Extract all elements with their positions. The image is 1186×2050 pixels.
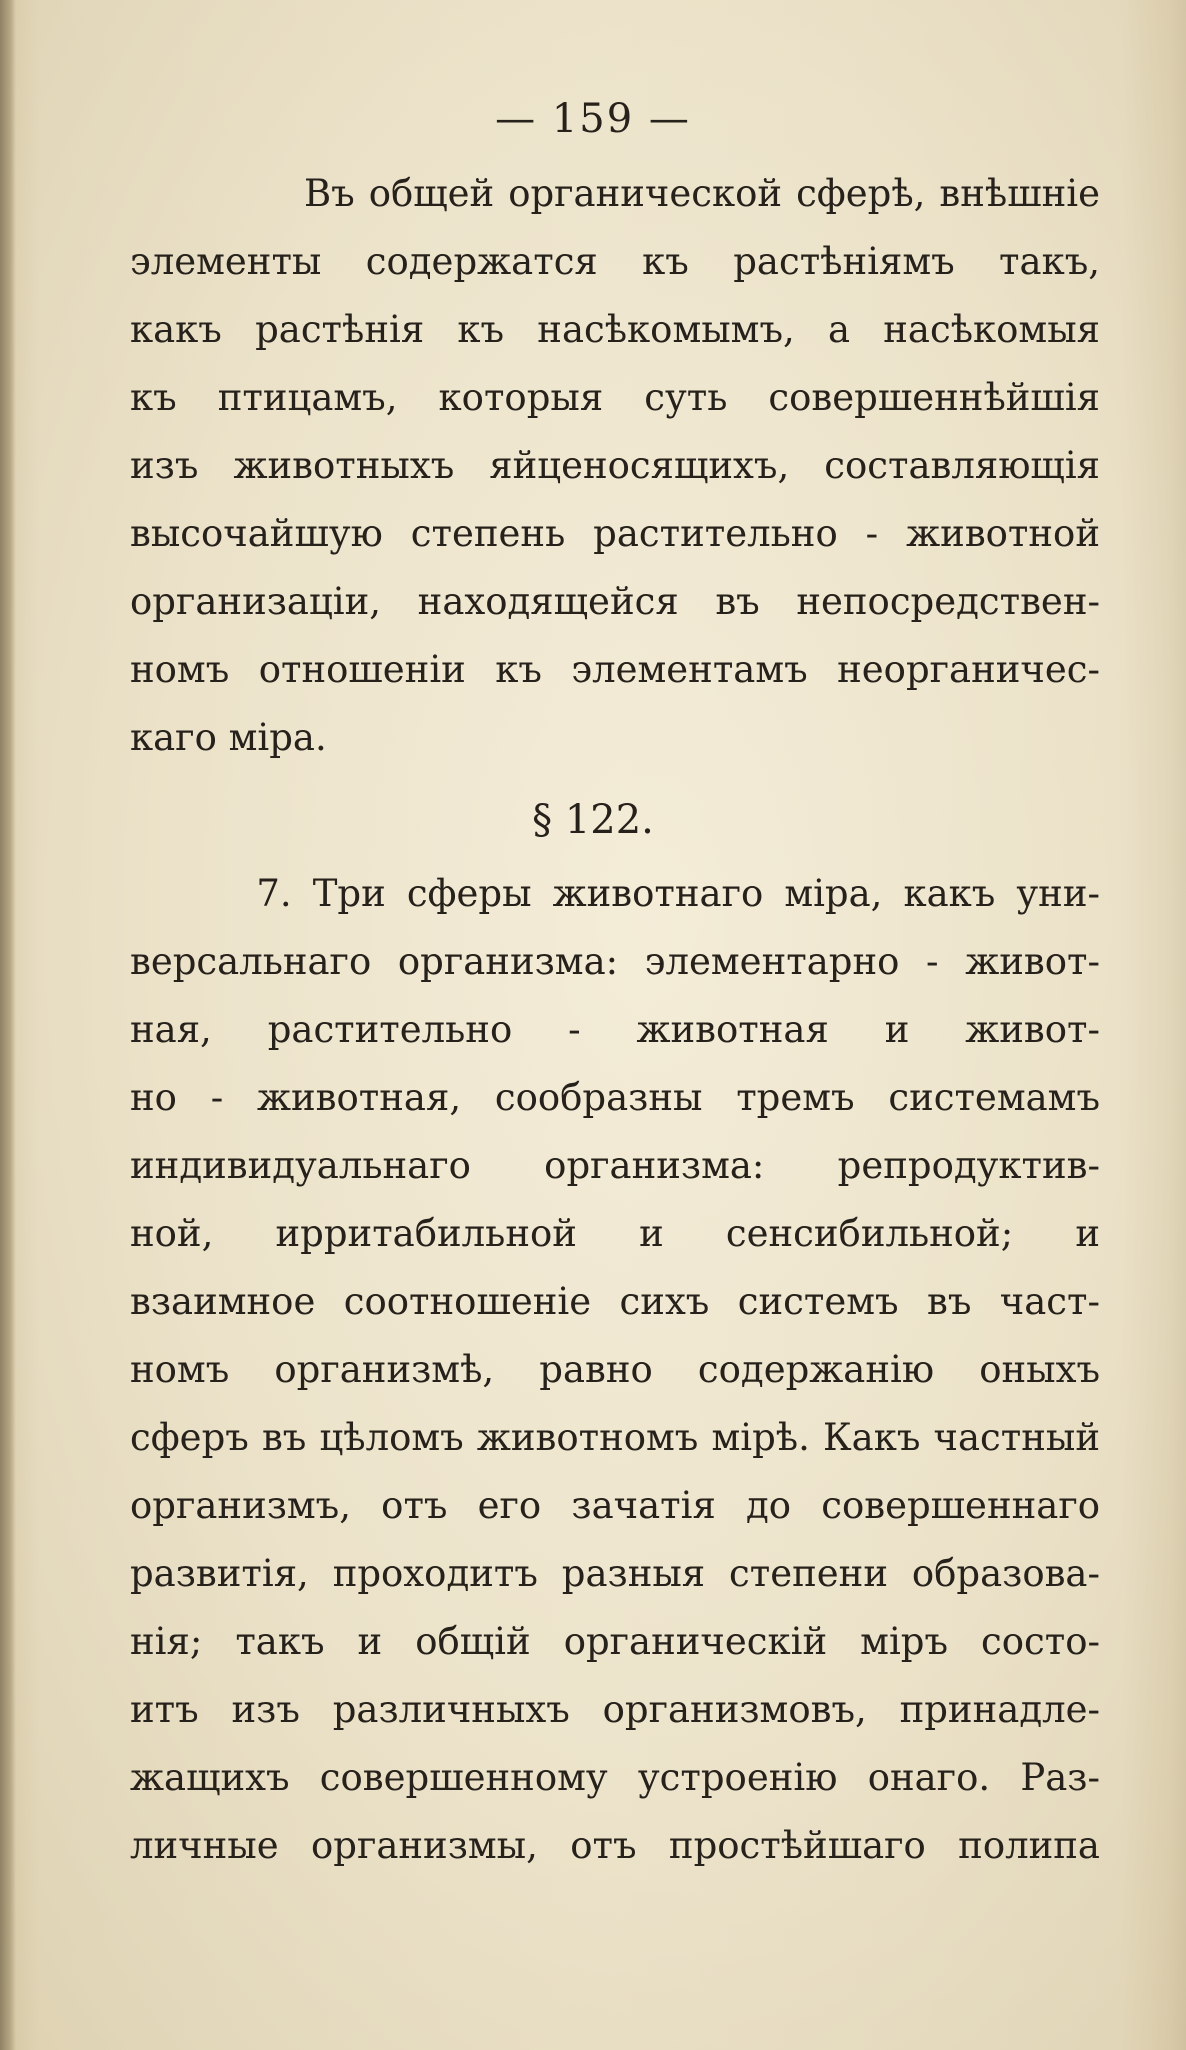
text-line: элементы содержатся къ растѣніямъ такъ, <box>130 240 1100 283</box>
text-line: итъ изъ различныхъ организмовъ, принадле- <box>130 1688 1100 1731</box>
text-line: жащихъ совершенному устроенію онаго. Раз- <box>130 1756 1100 1799</box>
text-line: изъ животныхъ яйценосящихъ, составляющія <box>130 444 1100 487</box>
page-number: — 159 — <box>495 96 691 142</box>
text-line: ная, растительно - животная и живот- <box>130 1008 1100 1051</box>
text-line: какъ растѣнія къ насѣкомымъ, а насѣкомыя <box>130 308 1100 351</box>
text-line: каго міра. <box>130 716 327 759</box>
text-line: къ птицамъ, которыя суть совершеннѣйшія <box>130 376 1100 419</box>
text-line: взаимное соотношеніе сихъ системъ въ част- <box>130 1280 1100 1323</box>
section-heading: § 122. <box>532 797 654 843</box>
text-line: версальнаго организма: элементарно - живот- <box>130 940 1100 983</box>
text-line: номъ отношеніи къ элементамъ неорганичес- <box>130 648 1100 691</box>
text-line: развитія, проходитъ разныя степени образова- <box>130 1552 1100 1595</box>
text-line: личные организмы, отъ простѣйшаго полипа <box>130 1824 1100 1867</box>
paragraph-1 <box>130 160 1100 772</box>
text-line: 7. Три сферы животнаго міра, какъ уни- <box>130 872 1100 915</box>
text-line: номъ организмѣ, равно содержанію оныхъ <box>130 1348 1100 1391</box>
text-line: сферъ въ цѣломъ животномъ мірѣ. Какъ частный <box>130 1416 1100 1459</box>
text-line: ной, ирритабильной и сенсибильной; и <box>130 1212 1100 1255</box>
text-line: но - животная, сообразны тремъ системамъ <box>130 1076 1100 1119</box>
paragraph-2 <box>130 860 1100 1880</box>
text-line: высочайшую степень растительно - животной <box>130 512 1100 555</box>
text-line: организмъ, отъ его зачатія до совершеннаго <box>130 1484 1100 1527</box>
text-line: Въ общей органической сферѣ, внѣшніе <box>220 172 1100 215</box>
text-line: организаціи, находящейся въ непосредствен- <box>130 580 1100 623</box>
text-line: индивидуальнаго организма: репродуктив- <box>130 1144 1100 1187</box>
text-line: нія; такъ и общій органическій міръ состо- <box>130 1620 1100 1663</box>
page-binding-edge <box>0 0 16 2050</box>
